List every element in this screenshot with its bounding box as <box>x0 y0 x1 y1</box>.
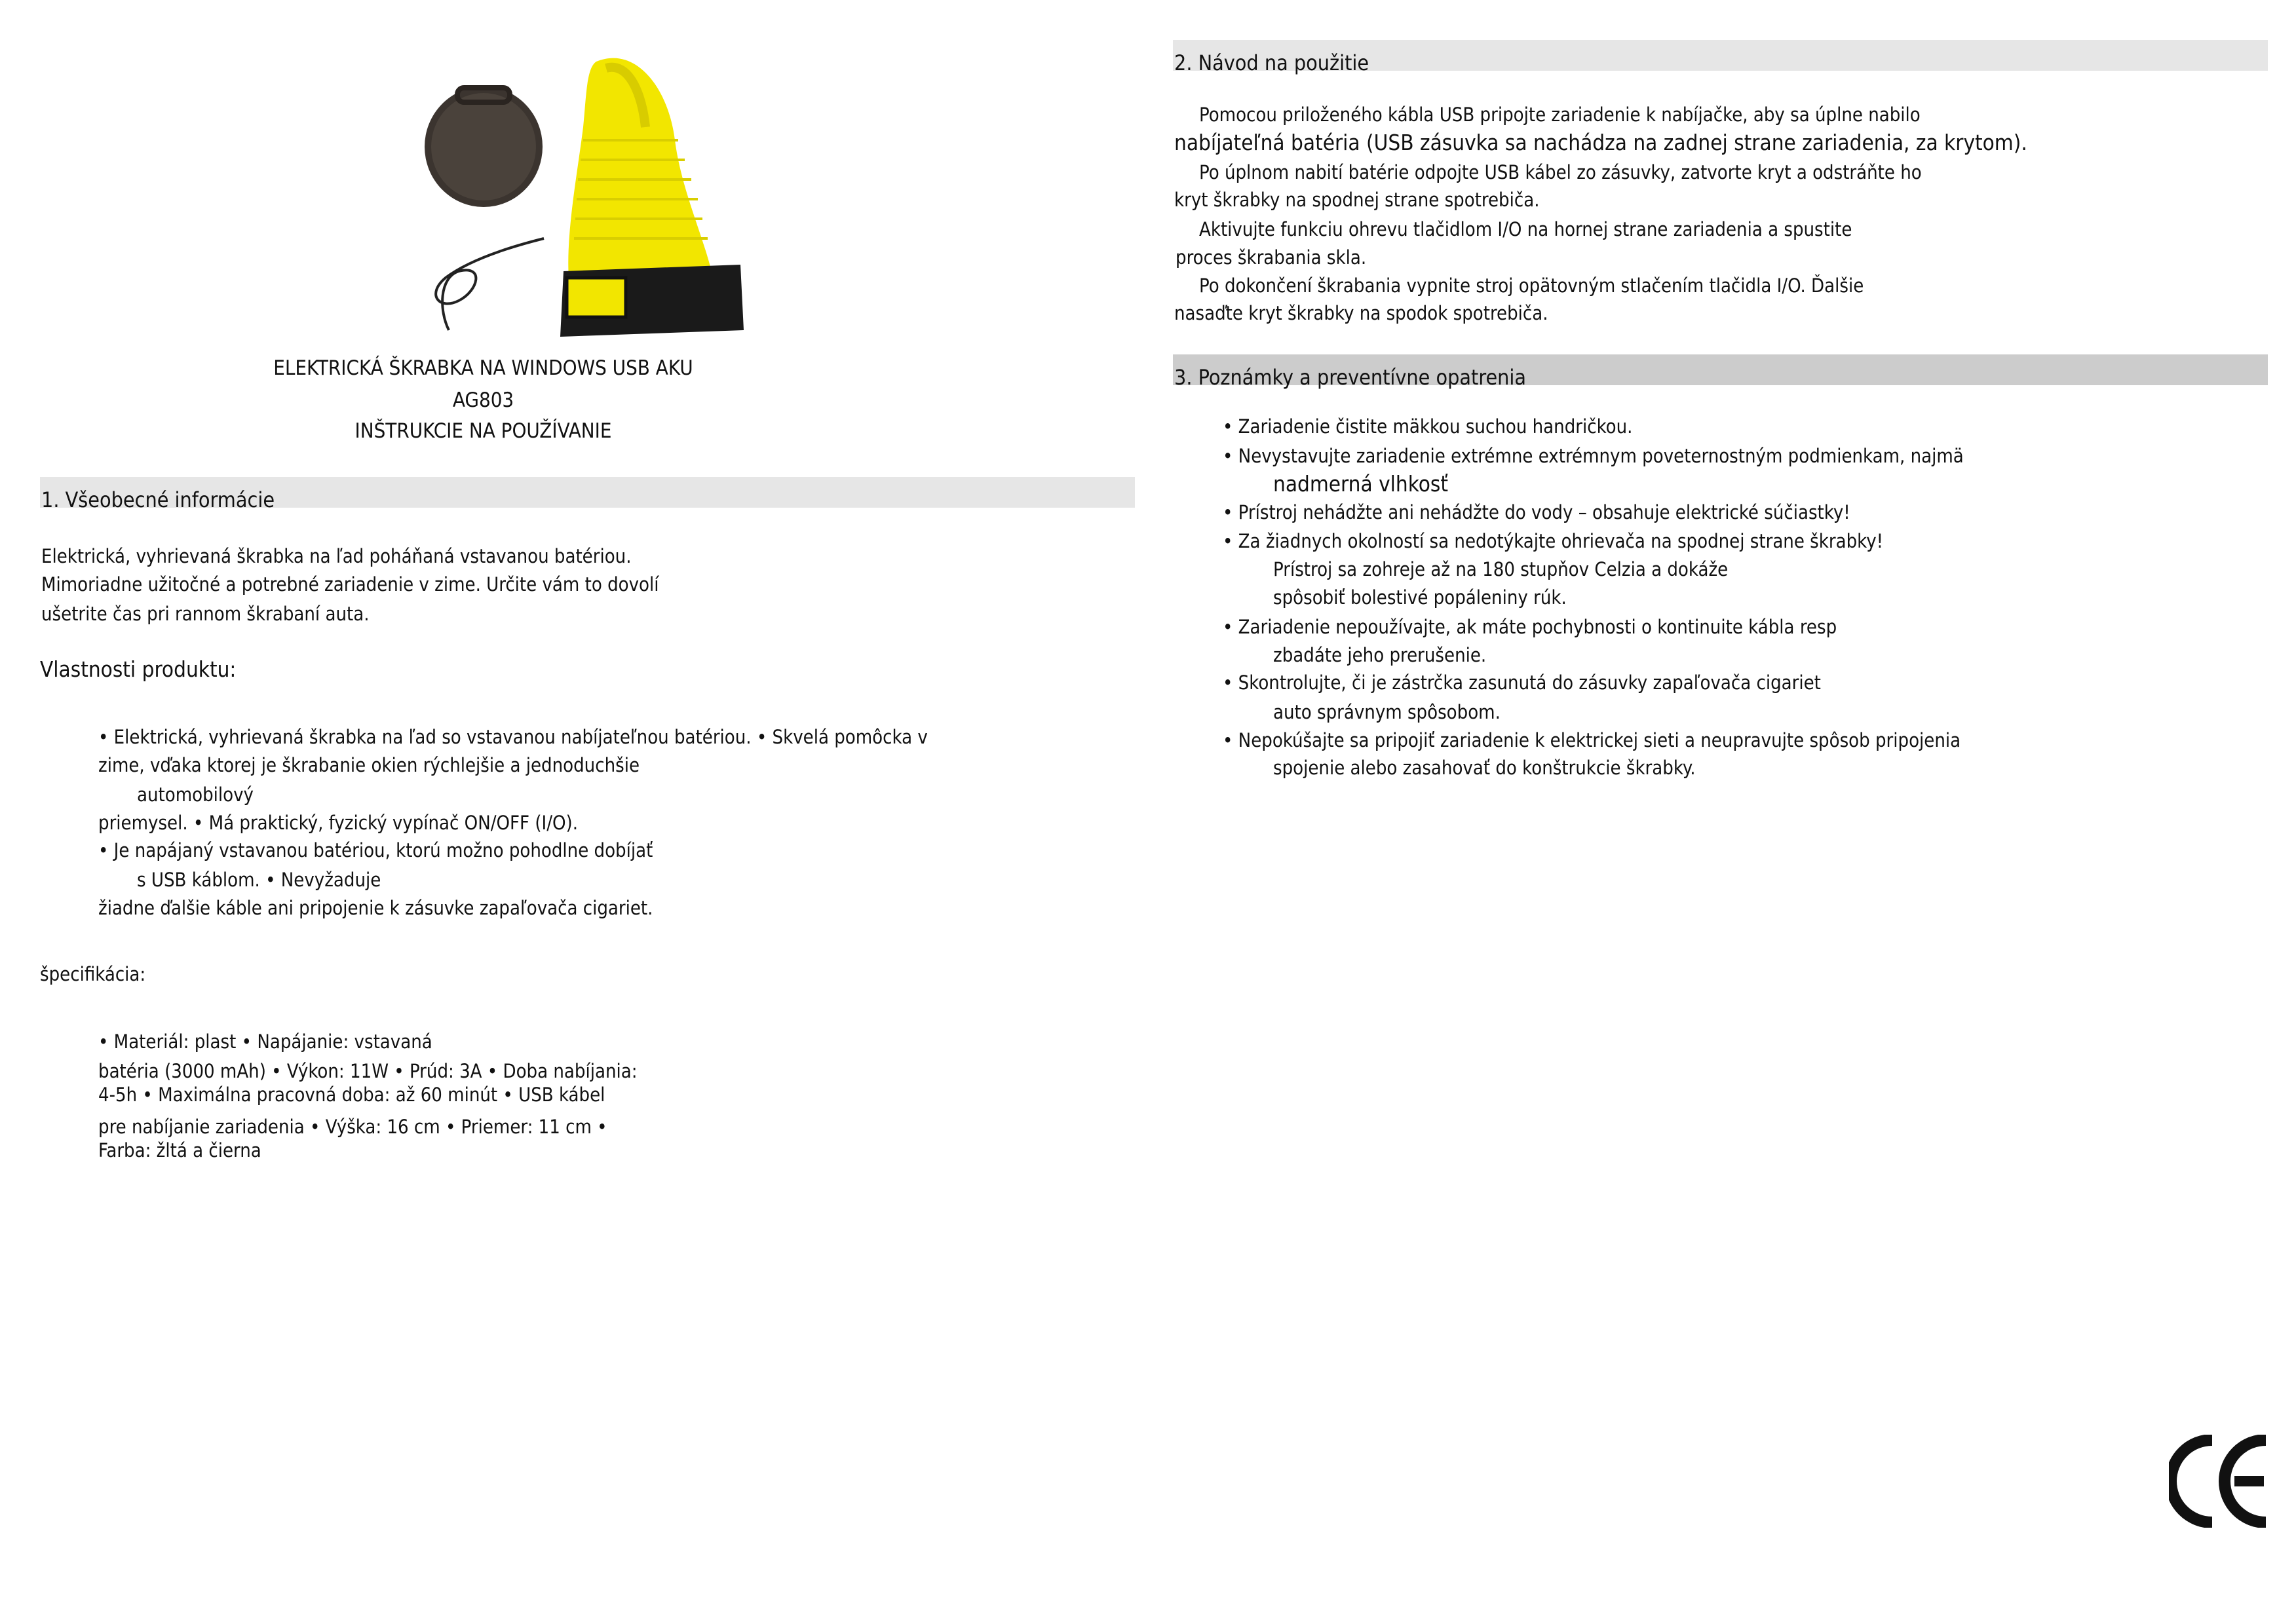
feature-line: • Je napájaný vstavanou batériou, ktorú možno pohodlne dobíjať <box>98 839 653 861</box>
instruction-line: kryt škrabky na spodnej strane spotrebiča. <box>1174 189 1540 211</box>
precaution-line: • Zariadenie nepoužívajte, ak máte pochybnosti o kontinuite kábla resp <box>1223 616 1837 638</box>
instruction-line: Po dokončení škrabania vypnite stroj opätovným stlačením tlačidla I/O. Ďalšie <box>1199 274 1864 297</box>
precaution-line: • Skontrolujte, či je zástrčka zasunutá do zásuvky zapaľovača cigariet <box>1223 671 1821 694</box>
instruction-line: nabíjateľná batéria (USB zásuvka sa nachádza na zadnej strane zariadenia, za krytom). <box>1174 130 2027 155</box>
intro-line: Mimoriadne užitočné a potrebné zariadenie v zime. Určite vám to dovolí <box>41 573 659 595</box>
precaution-line: • Nepokúšajte sa pripojiť zariadenie k elektrickej sieti a neupravujte spôsob pripojenia <box>1223 729 1961 751</box>
document-title-line: INŠTRUKCIE NA POUŽÍVANIE <box>354 419 612 443</box>
section-heading: 2. Návod na použitie <box>1174 50 1369 75</box>
precaution-line: zbadáte jeho prerušenie. <box>1273 644 1487 666</box>
feature-line: automobilový <box>137 784 254 806</box>
precaution-line: spojenie alebo zasahovať do konštrukcie škrabky. <box>1273 757 1696 779</box>
spec-heading: špecifikácia: <box>40 963 146 985</box>
feature-line: zime, vďaka ktorej je škrabanie okien rýchlejšie a jednoduchšie <box>98 754 640 776</box>
feature-line: • Elektrická, vyhrievaná škrabka na ľad so vstavanou nabíjateľnou batériou. • Skvelá pomôcka v <box>98 726 928 748</box>
precaution-line: • Zariadenie čistite mäkkou suchou handričkou. <box>1223 415 1633 438</box>
precaution-line: auto správnym spôsobom. <box>1273 701 1501 723</box>
precaution-line: • Za žiadnych okolností sa nedotýkajte ohrievača na spodnej strane škrabky! <box>1223 530 1884 552</box>
section-1-header <box>40 477 1135 512</box>
feature-line: žiadne ďalšie káble ani pripojenie k zásuvke zapaľovača cigariet. <box>98 897 653 919</box>
precaution-line: Prístroj sa zohreje až na 180 stupňov Celzia a dokáže <box>1273 558 1729 580</box>
intro-line: ušetrite čas pri rannom škrabaní auta. <box>41 603 370 625</box>
instruction-line: Pomocou priloženého kábla USB pripojte zariadenie k nabíjačke, aby sa úplne nabilo <box>1199 104 1921 126</box>
precaution-line: nadmerná vlhkosť <box>1273 471 1449 497</box>
intro-line: Elektrická, vyhrievaná škrabka na ľad poháňaná vstavanou batériou. <box>41 545 632 567</box>
usb-cable <box>436 238 544 330</box>
precaution-line: spôsobiť bolestivé popáleniny rúk. <box>1273 586 1567 609</box>
cover-disc <box>425 86 543 207</box>
features-heading: Vlastnosti produktu: <box>40 656 237 682</box>
document-title-line: AG803 <box>452 388 514 412</box>
feature-line: priemysel. • Má praktický, fyzický vypínač ON/OFF (I/O). <box>98 812 579 834</box>
document-title-line: ELEKTRICKÁ ŠKRABKA NA WINDOWS USB AKU <box>273 356 693 380</box>
scraper-body <box>560 58 744 337</box>
instruction-line: nasaďte kryt škrabky na spodok spotrebiča. <box>1174 302 1548 324</box>
precaution-line: • Prístroj nehádžte ani nehádžte do vody – obsahuje elektrické súčiastky! <box>1223 501 1850 523</box>
spec-line: batéria (3000 mAh) • Výkon: 11W • Prúd: 3A • Doba nabíjania: <box>98 1060 638 1082</box>
instruction-line: Po úplnom nabití batérie odpojte USB kábel zo zásuvky, zatvorte kryt a odstráňte ho <box>1199 161 1922 183</box>
spec-line: 4-5h • Maximálna pracovná doba: až 60 minút • USB kábel <box>98 1084 605 1106</box>
ce-mark <box>2169 1435 2268 1528</box>
spec-line: Farba: žltá a čierna <box>98 1139 261 1161</box>
section-3-header <box>1173 354 2268 390</box>
feature-line: s USB káblom. • Nevyžaduje <box>137 869 381 891</box>
instruction-line: proces škrabania skla. <box>1176 246 1367 269</box>
section-2-header <box>1173 40 2268 75</box>
spec-line: • Materiál: plast • Napájanie: vstavaná <box>98 1030 432 1053</box>
product-image <box>419 48 750 341</box>
section-heading: 1. Všeobecné informácie <box>41 487 275 512</box>
instruction-line: Aktivujte funkciu ohrevu tlačidlom I/O na hornej strane zariadenia a spustite <box>1199 218 1852 240</box>
section-heading: 3. Poznámky a preventívne opatrenia <box>1174 365 1527 390</box>
spec-line: pre nabíjanie zariadenia • Výška: 16 cm • Priemer: 11 cm • <box>98 1116 607 1138</box>
precaution-line: • Nevystavujte zariadenie extrémne extrémnym poveternostným podmienkam, najmä <box>1223 445 1964 467</box>
